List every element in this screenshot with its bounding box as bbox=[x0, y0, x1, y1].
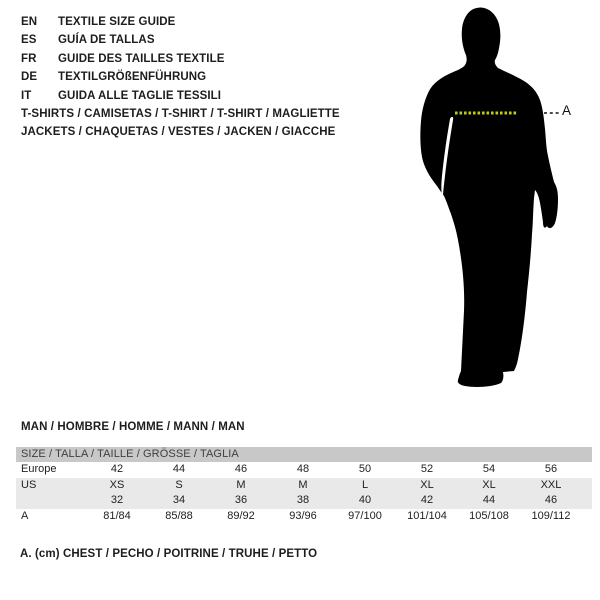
row-spacer bbox=[582, 478, 592, 494]
size-table bbox=[16, 447, 592, 525]
size-cell: 48 bbox=[296, 463, 310, 475]
size-cell: M bbox=[298, 478, 308, 491]
size-table-header: SIZE / TALLA / TAILLE / GRÖSSE / TAGLIA bbox=[16, 447, 592, 462]
size-cell: 56 bbox=[544, 463, 558, 475]
measurement-legend: A. (cm) CHEST / PECHO / POITRINE / TRUHE / PETTO bbox=[20, 548, 318, 560]
size-cell: 32 bbox=[110, 494, 124, 507]
size-cell: 52 bbox=[420, 463, 434, 475]
language-code: IT bbox=[21, 89, 32, 102]
size-cell: XXL bbox=[540, 478, 562, 491]
language-code: DE bbox=[21, 71, 38, 84]
size-cell: 50 bbox=[358, 463, 372, 475]
size-cell: 44 bbox=[482, 494, 496, 507]
row-spacer bbox=[582, 509, 592, 525]
language-label: GUIDA ALLE TAGLIE TESSILI bbox=[58, 89, 222, 102]
language-label: GUÍA DE TALLAS bbox=[58, 34, 155, 47]
language-code: FR bbox=[21, 52, 37, 65]
language-row bbox=[21, 31, 225, 49]
category-line-jackets: JACKETS / CHAQUETAS / VESTES / JACKEN / GIACCHE bbox=[21, 125, 336, 138]
size-cell: 38 bbox=[296, 494, 310, 507]
size-cell: 42 bbox=[420, 494, 434, 507]
man-silhouette-figure bbox=[415, 2, 565, 392]
size-cell: XL bbox=[420, 478, 434, 491]
language-list bbox=[21, 13, 225, 105]
row-label: Europe bbox=[21, 463, 57, 475]
size-cell: XS bbox=[109, 478, 125, 491]
size-cell: XL bbox=[482, 478, 496, 491]
language-label: GUIDE DES TAILLES TEXTILE bbox=[58, 52, 225, 65]
language-label: TEXTILGRÖßENFÜHRUNG bbox=[58, 71, 207, 84]
man-silhouette-body bbox=[420, 8, 558, 387]
size-cell: 93/96 bbox=[289, 510, 317, 523]
size-cell: 46 bbox=[234, 463, 248, 475]
man-silhouette bbox=[415, 2, 565, 392]
size-cell: M bbox=[236, 478, 246, 491]
size-cell: 46 bbox=[544, 494, 558, 507]
language-code: ES bbox=[21, 34, 37, 47]
size-cell: 109/112 bbox=[531, 510, 571, 523]
size-cell: 42 bbox=[110, 463, 124, 475]
size-cell: 40 bbox=[358, 494, 372, 507]
section-title-man: MAN / HOMBRE / HOMME / MANN / MAN bbox=[21, 421, 245, 433]
table-row-chest bbox=[16, 509, 592, 525]
row-label: A bbox=[21, 510, 29, 523]
language-label: TEXTILE SIZE GUIDE bbox=[58, 16, 176, 28]
size-cell: 89/92 bbox=[227, 510, 255, 523]
language-row bbox=[21, 13, 225, 31]
language-code: EN bbox=[21, 16, 38, 28]
size-cell: 85/88 bbox=[165, 510, 193, 523]
language-row bbox=[21, 87, 225, 105]
row-label: US bbox=[21, 478, 37, 491]
size-cell: 36 bbox=[234, 494, 248, 507]
language-row bbox=[21, 50, 225, 68]
size-cell: S bbox=[175, 478, 183, 491]
size-cell: 97/100 bbox=[348, 510, 382, 523]
size-cell: 81/84 bbox=[103, 510, 131, 523]
row-spacer bbox=[582, 493, 592, 509]
size-cell: 34 bbox=[172, 494, 186, 507]
measure-label-a: A bbox=[562, 103, 572, 118]
category-list bbox=[21, 106, 340, 141]
size-cell: 105/108 bbox=[469, 510, 509, 523]
size-cell: 54 bbox=[482, 463, 496, 475]
table-row-numeric bbox=[16, 493, 592, 509]
size-cell: 44 bbox=[172, 463, 186, 475]
size-cell: L bbox=[361, 478, 369, 491]
size-cell: 101/104 bbox=[407, 510, 447, 523]
table-row-europe bbox=[16, 462, 592, 478]
language-row bbox=[21, 68, 225, 86]
row-spacer bbox=[582, 462, 592, 478]
table-row-us bbox=[16, 478, 592, 494]
category-line-tshirts: T-SHIRTS / CAMISETAS / T-SHIRT / T-SHIRT / MAGLIETTE bbox=[21, 108, 340, 120]
